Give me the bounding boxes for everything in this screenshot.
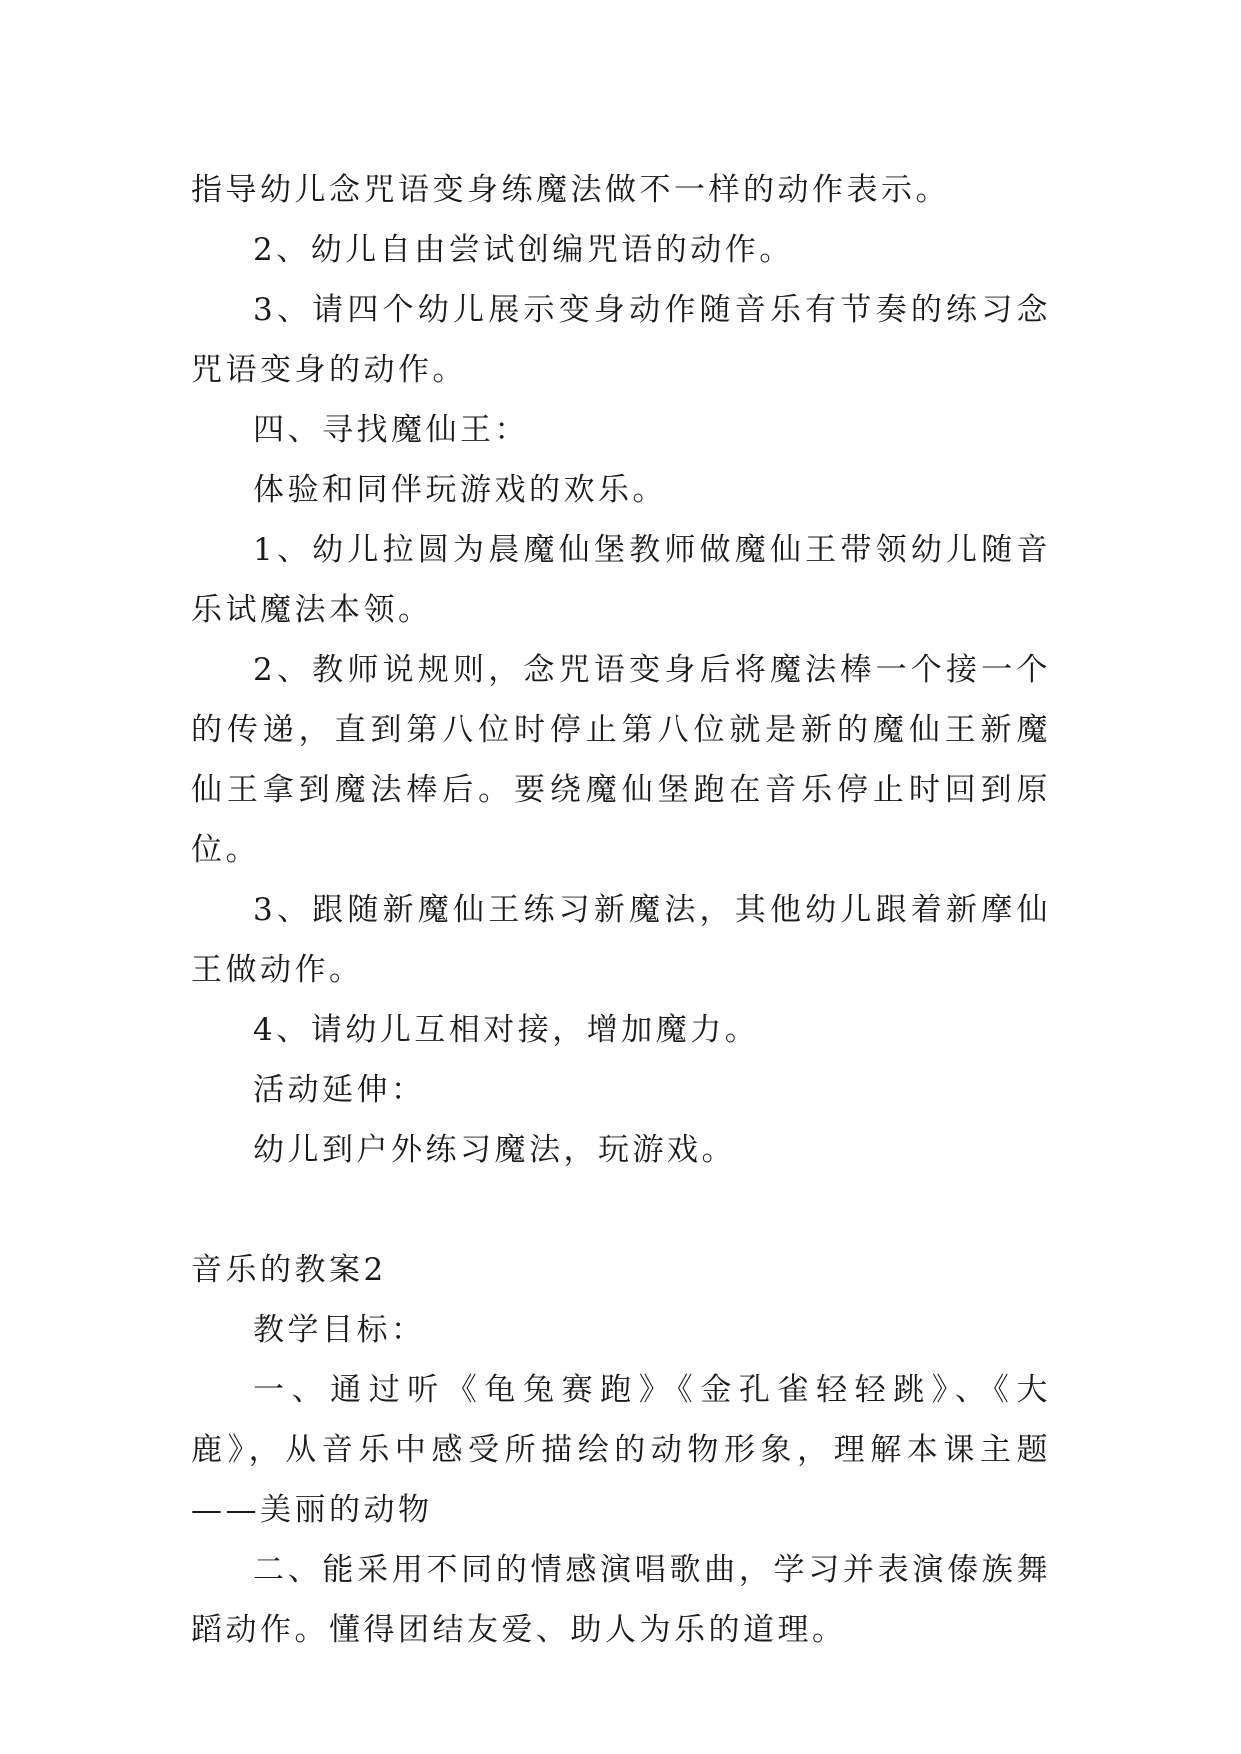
section-title: 音乐的教案2 — [191, 1252, 387, 1288]
paragraph: 2、教师说规则，念咒语变身后将魔法棒一个接一个的传递，直到第八位时停止第八位就是新的魔仙王新魔仙王拿到魔法棒后。要绕魔仙堡跑在音乐停止时回到原位。 — [191, 652, 1051, 868]
paragraph: 2、幼儿自由尝试创编咒语的动作。 — [253, 232, 794, 268]
paragraph: 活动延伸： — [253, 1072, 426, 1108]
paragraph: 指导幼儿念咒语变身练魔法做不一样的动作表示。 — [191, 172, 950, 208]
paragraph: 一、通过听《龟兔赛跑》《金孔雀轻轻跳》、《大鹿》，从音乐中感受所描绘的动物形象，理解本课主题——美丽的动物 — [191, 1372, 1051, 1528]
paragraph: 1、幼儿拉圆为晨魔仙堡教师做魔仙王带领幼儿随音乐试魔法本领。 — [191, 532, 1051, 628]
paragraph: 4、请幼儿互相对接，增加魔力。 — [253, 1012, 760, 1048]
paragraph: 二、能采用不同的情感演唱歌曲，学习并表演傣族舞蹈动作。懂得团结友爱、助人为乐的道理。 — [191, 1552, 1051, 1648]
paragraph: 四、寻找魔仙王： — [253, 412, 529, 448]
paragraph: 体验和同伴玩游戏的欢乐。 — [253, 472, 667, 508]
paragraph: 3、请四个幼儿展示变身动作随音乐有节奏的练习念咒语变身的动作。 — [191, 292, 1051, 388]
paragraph: 教学目标： — [253, 1312, 426, 1348]
document-body — [191, 160, 1051, 1660]
paragraph: 幼儿到户外练习魔法，玩游戏。 — [253, 1132, 736, 1168]
paragraph: 3、跟随新魔仙王练习新魔法，其他幼儿跟着新摩仙王做动作。 — [191, 892, 1051, 988]
